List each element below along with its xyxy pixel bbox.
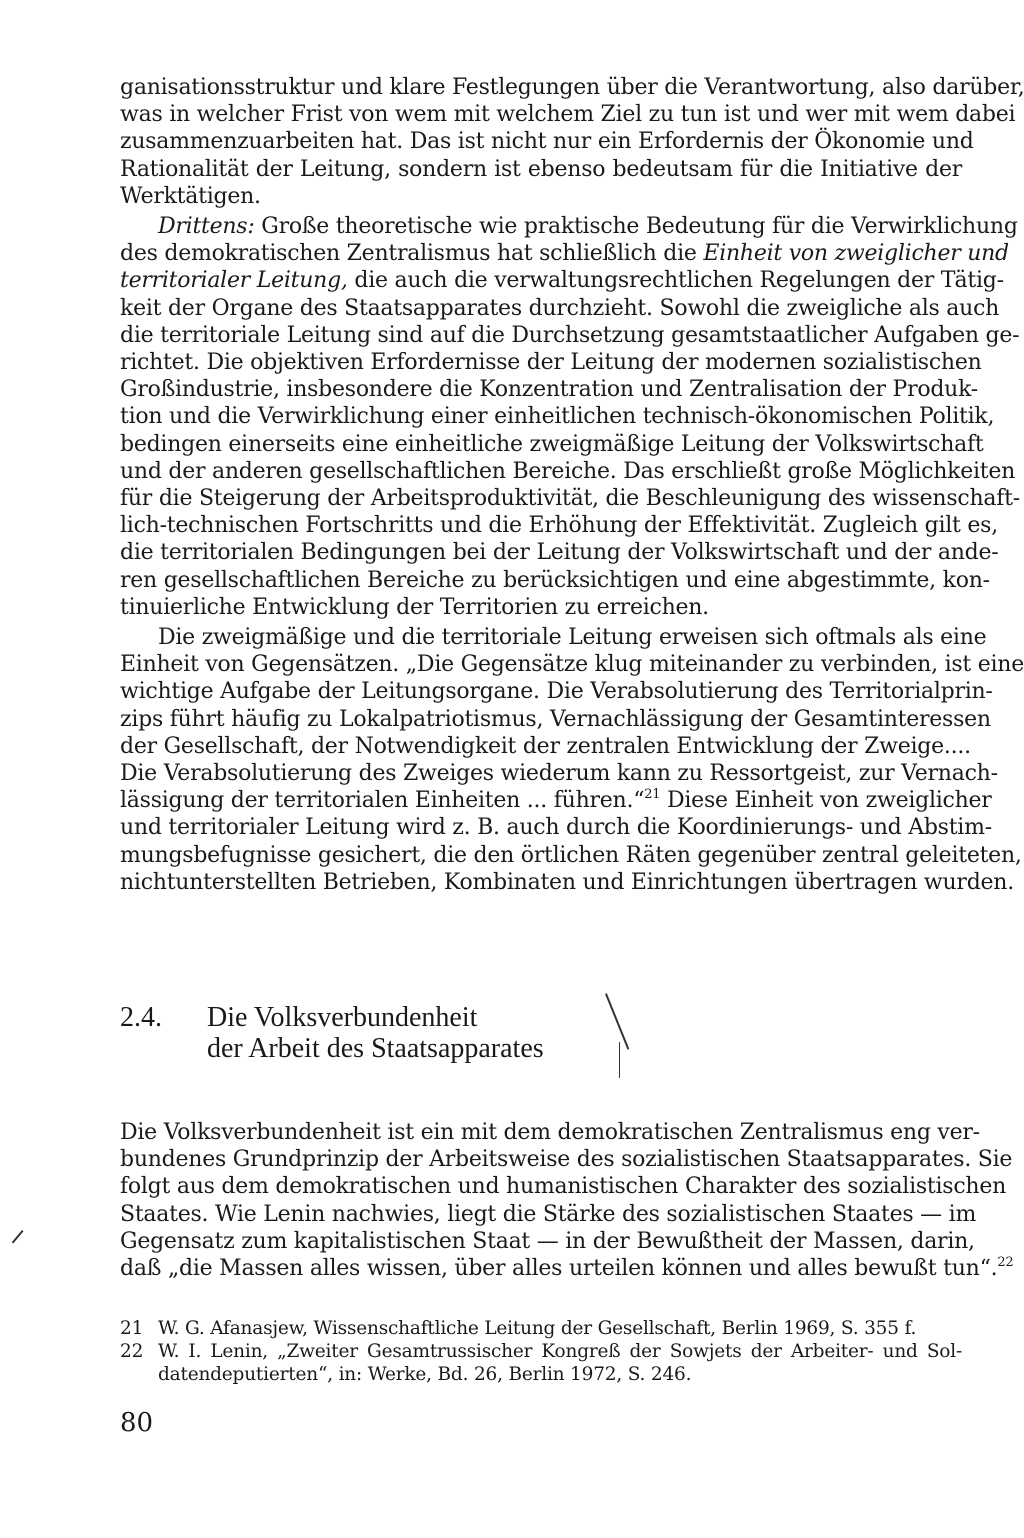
text-span: lässigung der territorialen Einheiten ... führen.“ <box>120 788 645 814</box>
text-line: zips führt häufig zu Lokalpatriotismus, Vernachlässigung der Gesamtinteressen <box>120 706 991 732</box>
footnote-reference: 21 <box>644 787 661 803</box>
paragraph-continuation <box>120 74 1024 210</box>
text-line: wichtige Aufgabe der Leitungsorgane. Die Verabsolutierung des Territorialprin- <box>120 679 993 705</box>
text-line: Einheit von Gegensätzen. „Die Gegensätze klug miteinander zu verbinden, ist eine <box>120 652 1024 678</box>
footnote <box>120 1317 962 1340</box>
footnote-reference: 22 <box>997 1255 1014 1271</box>
text-line <box>120 213 1018 240</box>
text-line: folgt aus dem demokratischen und humanistischen Charakter des sozialistischen <box>120 1174 1007 1200</box>
text-span: die auch die verwaltungsrechtlichen Regelungen der Tätig- <box>347 268 1004 294</box>
text-line: die territorialen Bedingungen bei der Leitung der Volkswirtschaft und der ande- <box>120 540 999 566</box>
paragraph-volksverbundenheit <box>120 1119 1014 1282</box>
text-span: Diese Einheit von zweiglicher <box>660 788 992 814</box>
footnote-text: W. I. Lenin, „Zweiter Gesamtrussischer Kongreß der Sowjets der Arbeiter- und Sol- <box>158 1341 962 1362</box>
text-line: bundenes Grundprinzip der Arbeitsweise des sozialistischen Staatsapparates. Sie <box>120 1147 1013 1173</box>
footnote-text: datendeputierten“, in: Werke, Bd. 26, Berlin 1972, S. 246. <box>158 1364 692 1385</box>
text-line: tion und die Verwirklichung einer einheitlichen technisch-ökonomischen Politik, <box>120 404 995 430</box>
text-line <box>120 787 992 814</box>
drittens-label: Drittens: <box>158 214 255 240</box>
main-text <box>120 74 1024 896</box>
footnote-number: 22 <box>120 1341 144 1362</box>
text-line: was in welcher Frist von wem mit welchem Ziel zu tun ist und wer mit wem dabei <box>120 102 1016 128</box>
section-paragraph <box>120 1119 1014 1282</box>
text-line <box>120 267 1004 294</box>
section-title-line: der Arbeit des Staatsapparates <box>207 1033 544 1064</box>
footnotes <box>120 1317 962 1386</box>
text-line: die territoriale Leitung sind auf die Durchsetzung gesamtstaatlicher Aufgaben ge- <box>120 322 1020 348</box>
text-line: lich-technischen Fortschritts und die Erhöhung der Effektivität. Zugleich gilt es, <box>120 513 998 539</box>
emphasis-text: Einheit von zweiglicher und <box>703 241 1009 267</box>
section-number: 2.4. <box>120 1002 162 1033</box>
text-line: keit der Organe des Staatsapparates durchzieht. Sowohl die zweigliche als auch <box>120 295 1000 321</box>
paragraph-drittens <box>120 213 1020 621</box>
text-line: tinuierliche Entwicklung der Territorien zu erreichen. <box>120 594 709 620</box>
text-line: Die zweigmäßige und die territoriale Leitung erweisen sich oftmals als eine <box>158 625 987 651</box>
text-line: und der anderen gesellschaftlichen Bereiche. Das erschließt große Möglichkeiten <box>120 458 1016 484</box>
text-line: Großindustrie, insbesondere die Konzentration und Zentralisation der Produk- <box>120 377 978 403</box>
text-line: mungsbefugnisse gesichert, die den örtlichen Räten gegenüber zentral geleiteten, <box>120 842 1022 868</box>
text-line: zusammenzuarbeiten hat. Das ist nicht nur ein Erfordernis der Ökonomie und <box>120 129 974 155</box>
section-title-line: Die Volksverbundenheit <box>207 1002 478 1033</box>
text-line <box>120 1255 1014 1282</box>
text-line: Gegensatz zum kapitalistischen Staat — in der Bewußtheit der Massen, darin, <box>120 1228 975 1254</box>
text-line: richtet. Die objektiven Erfordernisse der Leitung der modernen sozialistischen <box>120 350 982 376</box>
scan-mark <box>605 993 629 1049</box>
text-line: ganisationsstruktur und klare Festlegungen über die Verantwortung, also darüber, <box>120 75 1024 100</box>
text-line: Die Verabsolutierung des Zweiges wiederum kann zu Ressortgeist, zur Vernach- <box>120 761 998 787</box>
paragraph-gegensaetze <box>120 624 1024 896</box>
text-line: Werktätigen. <box>120 183 261 209</box>
text-line <box>120 240 1009 267</box>
footnote-number: 21 <box>120 1318 144 1339</box>
text-line: Die Volksverbundenheit ist ein mit dem demokratischen Zentralismus eng ver- <box>120 1120 980 1145</box>
text-line: Rationalität der Leitung, sondern ist ebenso bedeutsam für die Initiative der <box>120 156 962 182</box>
emphasis-text: territorialer Leitung, <box>120 268 348 294</box>
section-title <box>207 1002 544 1064</box>
footnote-text: W. G. Afanasjew, Wissenschaftliche Leitung der Gesellschaft, Berlin 1969, S. 355 f. <box>158 1318 917 1339</box>
text-line: nichtunterstellten Betrieben, Kombinaten und Einrichtungen übertragen wurden. <box>120 869 1014 895</box>
text-span: Große theoretische wie praktische Bedeutung für die Verwirklichung <box>254 214 1018 240</box>
text-span: des demokratischen Zentralismus hat schließlich die <box>120 241 704 267</box>
scan-mark <box>619 1042 620 1078</box>
text-line: ren gesellschaftlichen Bereiche zu berücksichtigen und eine abgestimmte, kon- <box>120 567 990 593</box>
scan-mark <box>12 1230 23 1243</box>
footnote <box>120 1340 962 1386</box>
text-line: bedingen einerseits eine einheitliche zweigmäßige Leitung der Volkswirtschaft <box>120 431 984 457</box>
text-span: daß „die Massen alles wissen, über alles urteilen können und alles bewußt tun“. <box>120 1256 998 1282</box>
text-line: Staates. Wie Lenin nachwies, liegt die Stärke des sozialistischen Staates — im <box>120 1201 977 1227</box>
text-line: für die Steigerung der Arbeitsproduktivität, die Beschleunigung des wissenschaft- <box>120 486 1020 512</box>
page-number: 80 <box>120 1408 154 1438</box>
text-line: und territorialer Leitung wird z. B. auch durch die Koordinierungs- und Abstim- <box>120 815 992 841</box>
text-line: der Gesellschaft, der Notwendigkeit der zentralen Entwicklung der Zweige.... <box>120 733 971 759</box>
